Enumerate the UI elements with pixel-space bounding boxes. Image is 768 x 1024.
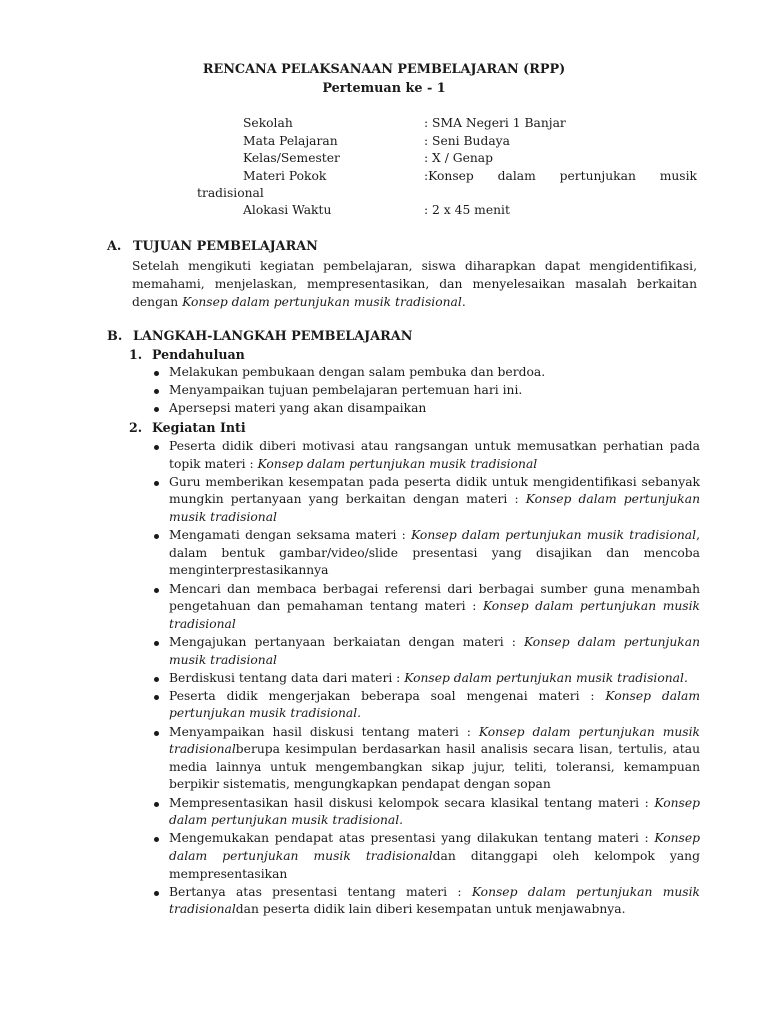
kegiatan-inti-heading: 2. Kegiatan Inti: [129, 420, 246, 435]
bullet-icon: [154, 534, 159, 539]
list-item: Berdiskusi tentang data dari materi : Konsep dalam pertunjukan musik tradisional.: [152, 670, 700, 688]
info-row-materi-cont: [0, 186, 768, 204]
info-label: Materi Pokok: [243, 169, 327, 183]
document-title: RENCANA PELAKSANAAN PEMBELAJARAN (RPP): [202, 62, 566, 77]
bullet-icon: [154, 641, 159, 646]
info-label: Kelas/Semester: [243, 151, 340, 165]
bullet-icon: [154, 389, 159, 394]
info-value: :Konsep dalam pertunjukan musik: [424, 169, 697, 183]
info-row-materi-pokok: [0, 169, 768, 187]
kegiatan-inti-list: [152, 438, 700, 920]
bullet-icon: [154, 371, 159, 376]
info-value: : 2 x 45 menit: [424, 203, 510, 217]
list-item: Apersepsi materi yang akan disampaikan: [152, 400, 700, 418]
pendahuluan-heading: 1. Pendahuluan: [129, 347, 245, 362]
info-row-sekolah: [0, 116, 768, 134]
document-subtitle: Pertemuan ke - 1: [322, 81, 446, 96]
info-value: : SMA Negeri 1 Banjar: [424, 116, 566, 130]
bullet-icon: [154, 802, 159, 807]
pendahuluan-list: [152, 364, 700, 419]
section-b-heading: B. LANGKAH-LANGKAH PEMBELAJARAN: [107, 329, 413, 344]
list-item: Mengamati dengan seksama materi : Konsep dalam pertunjukan musik tradisional, dalam bentuk gambar/video/slide presentasi yang disajikan dan mencoba menginterprestasikannya: [152, 527, 700, 580]
info-value: : Seni Budaya: [424, 134, 510, 148]
info-row-mata-pelajaran: [0, 134, 768, 152]
section-a-paragraph: Setelah mengikuti kegiatan pembelajaran, siswa diharapkan dapat mengidentifikasi, memahami, menjelaskan, mempresentasikan, dan menyelesaikan masalah berkaitan dengan Konsep dalam pertunjukan musik tradisional.: [132, 259, 697, 309]
info-row-kelas-semester: [0, 151, 768, 169]
bullet-icon: [154, 445, 159, 450]
bullet-icon: [154, 695, 159, 700]
info-row-alokasi-waktu: [0, 203, 768, 221]
bullet-icon: [154, 731, 159, 736]
list-item: Mencari dan membaca berbagai referensi dari berbagai sumber guna menambah pengetahuan dan pemahaman tentang materi : Konsep dalam pertunjukan musik tradisional: [152, 581, 700, 634]
bullet-icon: [154, 837, 159, 842]
bullet-icon: [154, 891, 159, 896]
info-label: Sekolah: [243, 116, 293, 130]
list-item: Menyampaikan tujuan pembelajaran pertemuan hari ini.: [152, 382, 700, 400]
bullet-icon: [154, 588, 159, 593]
list-item: Peserta didik mengerjakan beberapa soal mengenai materi : Konsep dalam pertunjukan musik tradisional.: [152, 688, 700, 723]
bullet-icon: [154, 407, 159, 412]
info-label: Alokasi Waktu: [243, 203, 332, 217]
list-item: Guru memberikan kesempatan pada peserta didik untuk mengidentifikasi sebanyak mungkin pertanyaan yang berkaitan dengan materi : Konsep dalam pertunjukan musik tradisional: [152, 474, 700, 527]
info-value: : X / Genap: [424, 151, 493, 165]
info-value-continuation: tradisional: [197, 186, 264, 200]
section-a-heading: A. TUJUAN PEMBELAJARAN: [107, 239, 318, 254]
list-item: Mengajukan pertanyaan berkaiatan dengan materi : Konsep dalam pertunjukan musik tradisional: [152, 634, 700, 669]
list-item: Menyampaikan hasil diskusi tentang materi : Konsep dalam pertunjukan musik tradisionalberupa kesimpulan berdasarkan hasil analisis secara lisan, tertulis, atau media lainnya untuk mengembangkan sikap jujur, teliti, toleransi, kemampuan berpikir sistematis, mengungkapkan pendapat dengan sopan: [152, 724, 700, 794]
list-item: Mempresentasikan hasil diskusi kelompok secara klasikal tentang materi : Konsep dalam pertunjukan musik tradisional.: [152, 795, 700, 830]
list-item: Bertanya atas presentasi tentang materi : Konsep dalam pertunjukan musik tradisionaldan peserta didik lain diberi kesempatan untuk menjawabnya.: [152, 884, 700, 919]
list-item: Peserta didik diberi motivasi atau rangsangan untuk memusatkan perhatian pada topik materi : Konsep dalam pertunjukan musik tradisional: [152, 438, 700, 473]
info-label: Mata Pelajaran: [243, 134, 338, 148]
bullet-icon: [154, 481, 159, 486]
list-item: Mengemukakan pendapat atas presentasi yang dilakukan tentang materi : Konsep dalam pertunjukan musik tradisionaldan ditanggapi oleh kelompok yang mempresentasikan: [152, 830, 700, 883]
bullet-icon: [154, 677, 159, 682]
list-item: Melakukan pembukaan dengan salam pembuka dan berdoa.: [152, 364, 700, 382]
